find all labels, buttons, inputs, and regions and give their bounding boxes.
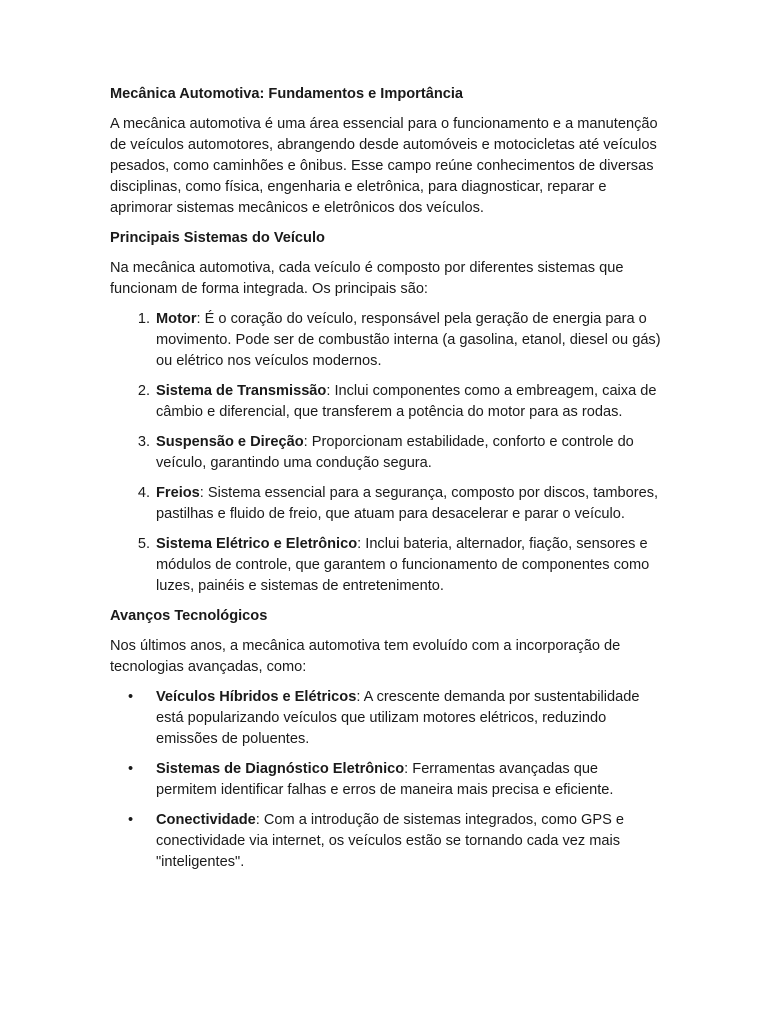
list-marker: 2.	[137, 383, 150, 399]
list-item	[110, 810, 662, 873]
list-item	[110, 759, 662, 801]
technologies-list	[110, 687, 662, 873]
item-term: Sistema de Transmissão	[156, 383, 327, 399]
section-paragraph-avancos: Nos últimos anos, a mecânica automotiva tem evoluído com a incorporação de tecnologias avançadas, como:	[110, 638, 621, 675]
list-item	[110, 483, 662, 525]
item-text: : Sistema essencial para a segurança, composto por discos, tambores, pastilhas e fluido de freio, que atuam para desacelerar e parar o veículo.	[156, 485, 659, 522]
list-marker: 3.	[137, 434, 150, 450]
item-text: : Inclui bateria, alternador, fiação, sensores e módulos de controle, que garantem o funcionamento de componentes como luzes, painéis e sistemas de entretenimento.	[156, 536, 650, 594]
item-text: : Com a introdução de sistemas integrados, como GPS e conectividade via internet, os veículos estão se tornando cada vez mais "inteligentes".	[156, 812, 625, 870]
bullet-marker: •	[128, 761, 134, 777]
document-title: Mecânica Automotiva: Fundamentos e Importância	[110, 86, 464, 102]
list-item	[110, 687, 662, 750]
item-text: : Proporcionam estabilidade, conforto e controle do veículo, garantindo uma condução segura.	[156, 434, 634, 471]
bullet-marker: •	[128, 689, 134, 705]
list-item	[110, 534, 662, 597]
item-text: : É o coração do veículo, responsável pela geração de energia para o movimento. Pode ser de combustão interna (a gasolina, etanol, diesel ou gás) ou elétrico nos veículos modernos.	[156, 311, 661, 369]
item-term: Motor	[156, 311, 197, 327]
item-text: : Inclui componentes como a embreagem, caixa de câmbio e diferencial, que transferem a potência do motor para as rodas.	[156, 383, 657, 420]
item-text: : A crescente demanda por sustentabilidade está popularizando veículos que utilizam motores elétricos, reduzindo emissões de poluentes.	[156, 689, 640, 747]
section-paragraph-sistemas: Na mecânica automotiva, cada veículo é composto por diferentes sistemas que funcionam de forma integrada. Os principais são:	[110, 260, 624, 297]
list-item	[110, 432, 662, 474]
list-marker: 5.	[137, 536, 150, 552]
systems-list	[110, 309, 662, 597]
item-text: : Ferramentas avançadas que permitem identificar falhas e erros de maneira mais precisa e eficiente.	[156, 761, 614, 798]
item-term: Suspensão e Direção	[156, 434, 304, 450]
section-heading-avancos: Avanços Tecnológicos	[110, 608, 268, 624]
list-item	[110, 381, 662, 423]
item-term: Sistema Elétrico e Eletrônico	[156, 536, 358, 552]
bullet-marker: •	[128, 812, 134, 828]
list-item	[110, 309, 662, 372]
intro-paragraph: A mecânica automotiva é uma área essencial para o funcionamento e a manutenção de veículos automotores, abrangendo desde automóveis e motocicletas até veículos pesados, como caminhões e ônibus. Esse campo reúne conhecimentos de diversas disciplinas, como física, engenharia e eletrônica, para diagnosticar, reparar e aprimorar sistemas mecânicos e eletrônicos dos veículos.	[110, 116, 658, 216]
item-term: Sistemas de Diagnóstico Eletrônico	[156, 761, 405, 777]
section-heading-sistemas: Principais Sistemas do Veículo	[110, 230, 325, 246]
item-term: Veículos Híbridos e Elétricos	[156, 689, 357, 705]
list-marker: 4.	[137, 485, 150, 501]
list-marker: 1.	[137, 311, 150, 327]
item-term: Conectividade	[156, 812, 256, 828]
item-term: Freios	[156, 485, 200, 501]
